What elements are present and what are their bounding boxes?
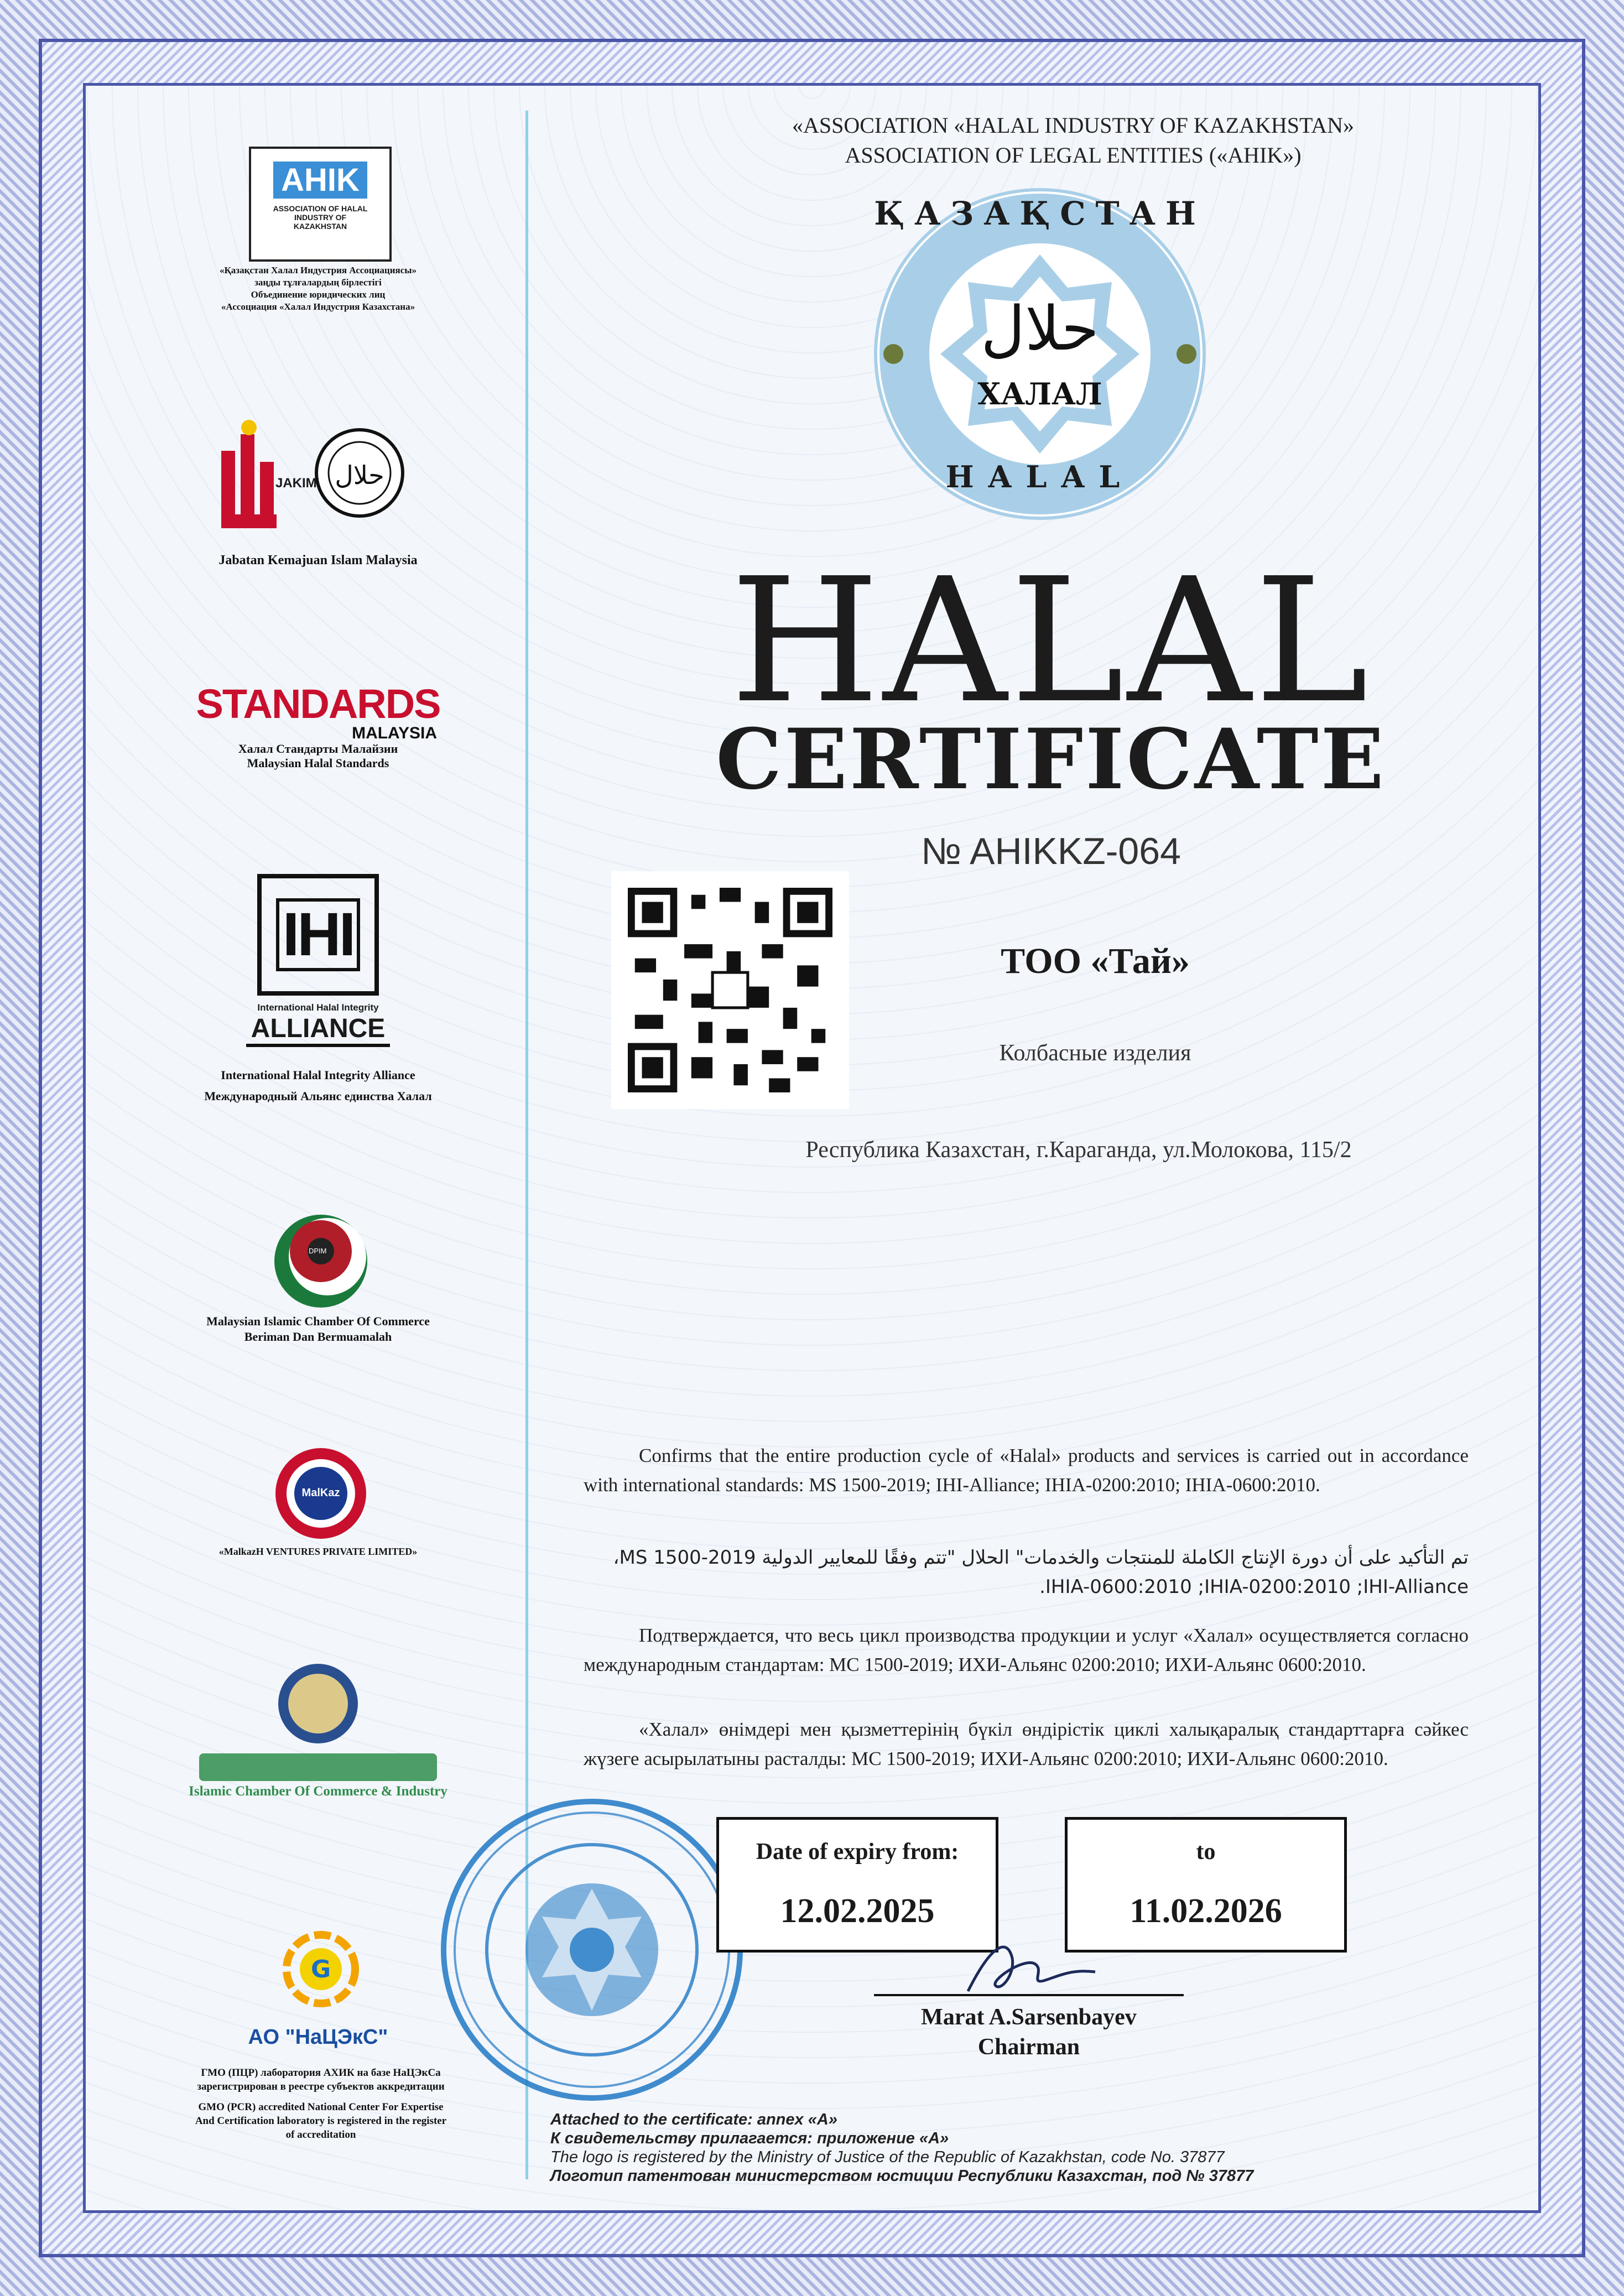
jakim-mark: JAKIM [275,476,317,491]
icci-logo [177,1659,459,1803]
ahik-logo-mark: AHIK [273,162,367,199]
statement-ar [584,1543,1469,1602]
statement-ru: Подтверждается, что весь цикл производства продукции и услуг «Халал» осуществляется согласно международным стандартам: МС 1500-2019; ИХИ-Альянс 0200:2010; ИХИ-Альянс 0600:2010. [584,1625,1469,1675]
natsex-caption-en1: GMO (PCR) accredited National Center For Expertise [198,2101,444,2113]
validity-from-date: 12.02.2025 [780,1892,935,1930]
emblem-mid-text: ХАЛАЛ [977,376,1102,412]
natsex-caption-en2: And Certification laboratory is registered in the register [195,2115,447,2127]
ahik-caption-line: «Қазақстан Халал Индустрия Ассоциациясы» [219,265,417,275]
certificate-footer [550,2110,1435,2185]
ihi-alliance-logo [251,874,386,1051]
emblem-top-text: ҚАЗАҚСТАН [874,195,1206,232]
statement-ar-line2: IHIA-0600:2010 ;IHIA-0200:2010 ;IHI-Alliance. [1039,1576,1469,1598]
footer-annex-en: Attached to the certificate: annex «A» [550,2111,837,2128]
ihi-logo-box [257,874,379,996]
natsex-caption-ru1: ГМО (ПЦР) лаборатория АХИК на базе НаЦЭкСа [201,2067,441,2079]
icci-caption: Islamic Chamber Of Commerce & Industry [189,1784,447,1799]
signature-line [874,1994,1184,1996]
malkazh-mark: MalKaz [301,1487,340,1499]
validity-to-label: to [1196,1839,1216,1865]
company-address: Республика Казахстан, г.Караганда, ул.Молокова, 115/2 [805,1137,1352,1163]
natsex-caption-ru2: зарегистрирован в реестре субъектов аккредитации [197,2081,445,2092]
jakim-logo [216,418,426,539]
title-certificate: CERTIFICATE [716,711,1386,808]
natsex-mark: АО "НаЦЭкС" [248,2026,388,2049]
natsex-logo [260,1922,382,2033]
ihi-logo-sub1: International Halal Integrity [257,1002,379,1013]
footer-logo-ru: Логотип патентован министерством юстиции Республики Казахстан, под № 37877 [550,2167,1254,2185]
ihi-caption-en: International Halal Integrity Alliance [221,1068,415,1082]
emblem-bottom-text: HALAL [945,459,1134,494]
jakim-emblem-icon [216,418,426,539]
issuer-line2: ASSOCIATION OF LEGAL ENTITIES («AHIK») [845,143,1302,168]
ihi-logo-mark: IHI [276,898,361,971]
ihi-caption-ru: Международный Альянс единства Халал [204,1089,432,1103]
standards-mark: STANDARDS [196,681,440,727]
emblem-arabic: حلال [981,293,1099,364]
qr-code[interactable] [611,871,849,1109]
validity-from-box [716,1817,998,1953]
signature-icon [957,1925,1101,2002]
issuer-line1: «ASSOCIATION «HALAL INDUSTRY OF KAZAKHSTAN» [792,113,1355,138]
svg-text:G: G [310,1955,331,1983]
qr-code-icon [628,888,832,1092]
footer-annex-ru: К свидетельству прилагается: приложение «А» [550,2130,949,2147]
signatory-role: Chairman [977,2034,1080,2060]
natsex-emblem-icon [260,1922,382,2016]
dpim-caption-line2: Beriman Dan Bermuamalah [244,1330,392,1344]
ahik-logo-sub: ASSOCIATION OF HALAL INDUSTRY OF KAZAKHSTAN [273,204,368,231]
ihi-logo-sub2: ALLIANCE [246,1013,390,1047]
dpim-caption-line1: Malaysian Islamic Chamber Of Commerce [206,1314,430,1328]
dpim-emblem-icon [266,1206,376,1311]
issuer-header [686,111,1460,170]
standards-malaysia-logo [166,683,470,770]
malkazh-caption: «MalkazH VENTURES PRIVATE LIMITED» [218,1546,418,1557]
statement-kz: «Халал» өнімдері мен қызметтерінің бүкіл өндірістік циклі халықаралық стандарттарға сәйкес жүзеге асырылатыны расталды: МС 1500-2019; ИХИ-Альянс 0200:2010; ИХИ-Альянс 0600:2010. [584,1719,1469,1769]
statement-en: Confirms that the entire production cycle of «Halal» products and services is carried out in accordance with international standards: MS 1500-2019; IHI-Alliance; IHIA-0200:2010; IHIA-0600:2010. [584,1445,1469,1496]
validity-to-date: 11.02.2026 [1129,1892,1282,1930]
title-halal: HALAL [730,542,1372,741]
halal-emblem [868,183,1211,525]
official-stamp [437,1795,747,2105]
signatory-name: Marat A.Sarsenbayev [921,2005,1137,2030]
validity-from-label: Date of expiry from: [756,1839,959,1865]
ahik-caption-line: заңды тұлғалардың бірлестігі [254,277,382,288]
svg-text:حلال: حلال [335,460,384,490]
dpim-caption [160,1314,476,1345]
ihi-caption [160,1065,476,1107]
standards-caption-ru: Халал Стандарты Малайзии [238,742,398,756]
footer-logo-en: The logo is registered by the Ministry of Justice of the Republic of Kazakhstan, code No. 37877 [550,2148,1225,2166]
official-stamp-icon [437,1795,747,2105]
product-description: Колбасные изделия [999,1040,1191,1066]
certificate-number: № AHIKKZ-064 [921,830,1181,872]
validity-to-box [1065,1817,1347,1953]
icci-emblem-icon [177,1659,459,1803]
ahik-caption [160,264,476,313]
natsex-caption-en3: of accreditation [285,2129,356,2141]
jakim-caption: Jabatan Kemajuan Islam Malaysia [218,553,418,568]
malkazh-logo [271,1444,371,1543]
ahik-caption-line: Объединение юридических лиц [251,289,386,300]
company-name: ТОО «Тай» [1001,941,1190,981]
standards-mark-sub: MALAYSIA [352,724,437,742]
standards-caption-en: Malaysian Halal Standards [247,756,389,770]
ahik-caption-line: «Ассоциация «Халал Индустрия Казахстана» [221,301,415,312]
dpim-logo [266,1206,376,1311]
dpim-mark: DPIM [309,1247,327,1255]
statement-ar-line1: تم التأكيد على أن دورة الإنتاج الكاملة للمنتجات والخدمات" الحلال "تتم وفقًا للمعايير الدولية MS 1500-2019، [613,1547,1469,1569]
signatory [874,2002,1184,2062]
ahik-logo [249,147,392,262]
